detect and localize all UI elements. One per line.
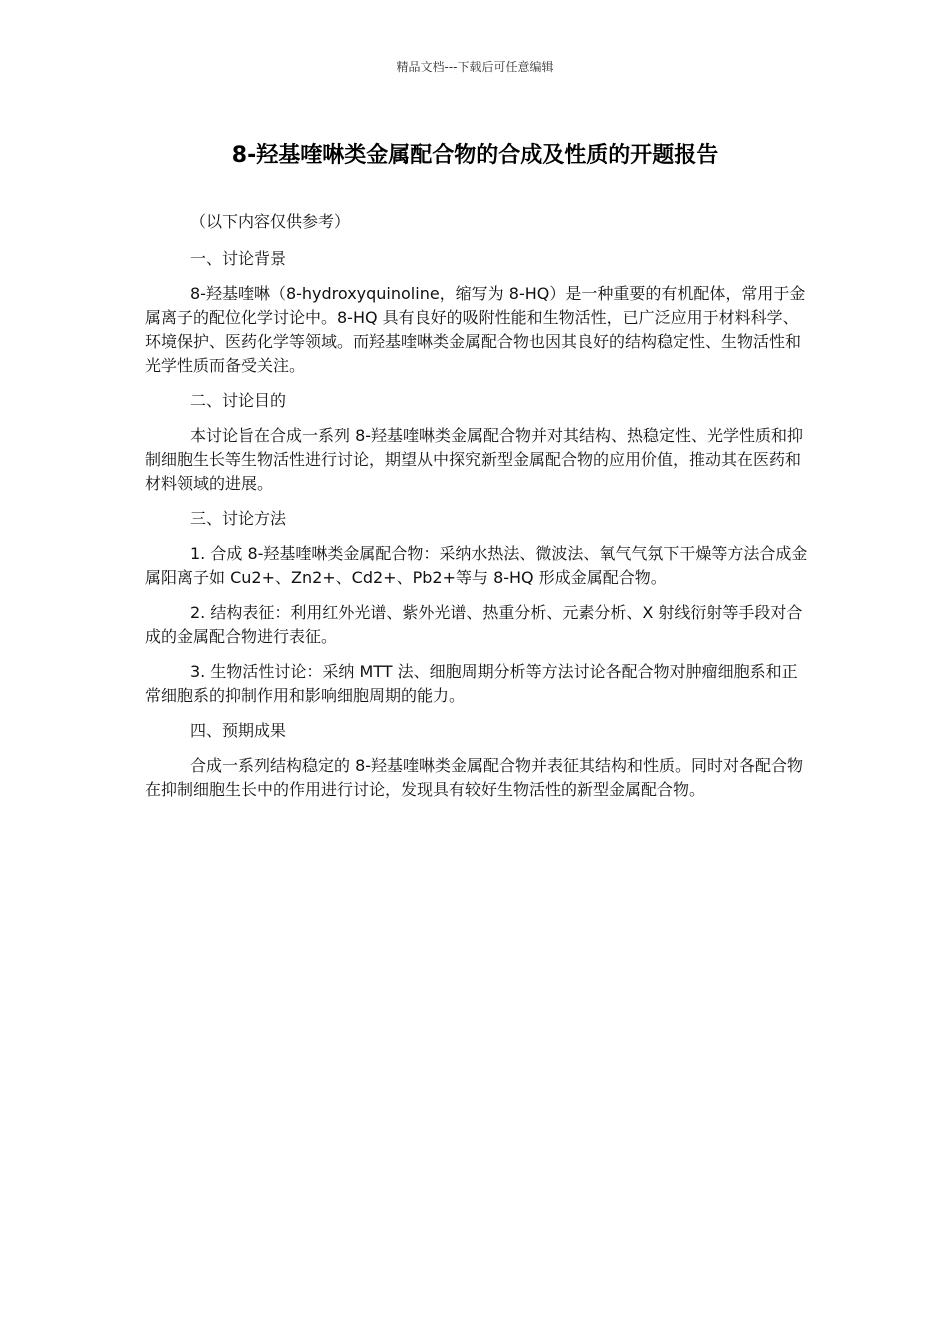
section-heading-background: 一、讨论背景	[190, 249, 287, 268]
page-header-note: 精品文档---下载后可任意编辑	[396, 60, 554, 74]
reference-note: （以下内容仅供参考）	[190, 212, 351, 231]
purpose-paragraph: 本讨论旨在合成一系列 8-羟基喹啉类金属配合物并对其结构、热稳定性、光学性质和抑制细胞生长等生物活性进行讨论，期望从中探究新型金属配合物的应用价值，推动其在医药和材料领域的进展。	[145, 426, 804, 493]
method-item-characterization: 2. 结构表征：利用红外光谱、紫外光谱、热重分析、元素分析、X 射线衍射等手段对合成的金属配合物进行表征。	[145, 603, 803, 646]
outcomes-paragraph: 合成一系列结构稳定的 8-羟基喹啉类金属配合物并表征其结构和性质。同时对各配合物在抑制细胞生长中的作用进行讨论，发现具有较好生物活性的新型金属配合物。	[145, 756, 804, 799]
method-item-synthesis: 1. 合成 8-羟基喹啉类金属配合物：采纳水热法、微波法、氧气气氛下干燥等方法合成金属阳离子如 Cu2+、Zn2+、Cd2+、Pb2+等与 8-HQ 形成金属配合物。	[145, 544, 808, 587]
document-body	[145, 210, 810, 813]
section-heading-outcomes: 四、预期成果	[190, 721, 287, 740]
method-item-bioactivity: 3. 生物活性讨论：采纳 MTT 法、细胞周期分析等方法讨论各配合物对肿瘤细胞系和正常细胞系的抑制作用和影响细胞周期的能力。	[145, 662, 798, 705]
background-paragraph: 8-羟基喹啉（8-hydroxyquinoline，缩写为 8-HQ）是一种重要的有机配体，常用于金属离子的配位化学讨论中。8-HQ 具有良好的吸附性能和生物活性，已广泛应用于材料科学、环境保护、医药化学等领域。而羟基喹啉类金属配合物也因其良好的结构稳定性、生物活性和光学性质而备受关注。	[145, 284, 806, 375]
section-heading-methods: 三、讨论方法	[190, 509, 287, 528]
document-title: 8-羟基喹啉类金属配合物的合成及性质的开题报告	[231, 143, 719, 168]
section-heading-purpose: 二、讨论目的	[190, 391, 287, 410]
